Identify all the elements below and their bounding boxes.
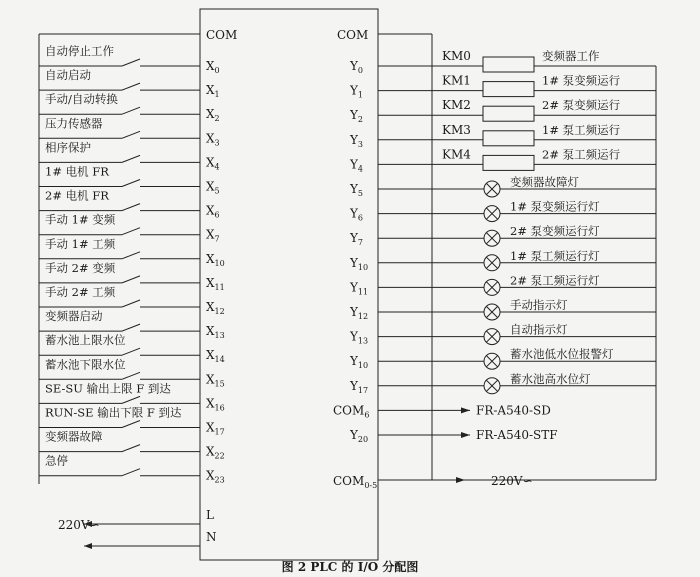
- input-pin-label: [206, 469, 225, 485]
- output-pin-label: [333, 403, 369, 419]
- switch-contact: [122, 372, 140, 379]
- contactor-coil: [483, 82, 534, 97]
- output-pin-label: [349, 231, 363, 247]
- input-pin-letter: X: [206, 83, 215, 98]
- output-common-section: [333, 474, 656, 490]
- output-pin-index: 6: [357, 213, 364, 223]
- output-pin-index: 5: [357, 189, 364, 198]
- input-pin-label: [206, 107, 220, 123]
- output-label: 2# 泵工频运行灯: [510, 273, 600, 288]
- input-label: SE-SU 输出上限 F 到达: [45, 381, 171, 396]
- input-pin-letter: X: [206, 203, 215, 218]
- input-label: 手动/自动转换: [45, 92, 118, 107]
- power-supply-label: 220V∽: [58, 518, 100, 532]
- output-pin-label: [349, 379, 368, 395]
- output-row: [349, 372, 656, 395]
- output-pin-label: [349, 256, 368, 272]
- output-label: 1# 泵工频运行: [542, 122, 621, 137]
- output-label: FR-A540-SD: [476, 403, 551, 418]
- input-pin-label: [206, 421, 225, 437]
- output-pin-letter: Y: [350, 255, 358, 270]
- input-pin-index: 15: [214, 379, 225, 389]
- input-label: 手动 1# 变频: [45, 212, 116, 227]
- output-pin-index: 17: [357, 385, 369, 395]
- output-pin-letter: Y: [350, 428, 358, 442]
- output-row: [349, 74, 656, 100]
- input-pin-index: 23: [214, 475, 225, 485]
- output-pin-label: [349, 280, 368, 296]
- right-com-label: COM: [337, 28, 369, 42]
- input-pin-letter: X: [206, 59, 215, 73]
- output-pin-index: 7: [357, 238, 364, 248]
- output-pin-letter: Y: [350, 83, 358, 98]
- output-label: 手动指示灯: [510, 298, 568, 312]
- input-row: [39, 451, 225, 485]
- output-row: [349, 428, 558, 444]
- output-row: [349, 249, 656, 272]
- input-label: 变频器启动: [45, 309, 103, 324]
- input-pin-index: 22: [214, 451, 225, 461]
- switch-contact: [122, 469, 140, 476]
- left-com-label: COM: [206, 28, 238, 42]
- output-pin-index: 10: [357, 262, 369, 272]
- output-label: 1# 泵工频运行灯: [510, 248, 600, 263]
- input-pin-index: 1: [214, 90, 220, 100]
- switch-contact: [122, 59, 140, 66]
- input-label: 变频器故障: [45, 429, 103, 444]
- input-pin-label: [206, 59, 220, 75]
- output-row: [349, 49, 656, 75]
- input-pin-index: 16: [214, 403, 225, 413]
- input-pin-label: [206, 372, 225, 388]
- output-label: 蓄水池低水位报警灯: [510, 347, 614, 362]
- output-pin-letter: Y: [350, 182, 358, 196]
- input-pin-index: 5: [214, 186, 220, 196]
- contactor-coil: [483, 57, 534, 72]
- input-label: 手动 2# 工频: [45, 285, 116, 299]
- output-pin-label: [349, 133, 363, 149]
- input-pin-label: [206, 204, 220, 220]
- contactor-tag: KM1: [442, 73, 471, 88]
- switch-contact: [122, 300, 140, 307]
- input-pin-letter: X: [206, 300, 215, 314]
- output-pin-label: [349, 330, 368, 346]
- switch-contact: [122, 421, 140, 428]
- input-pin-index: 11: [214, 282, 225, 292]
- input-pin-letter: X: [206, 372, 215, 387]
- output-label: 2# 泵工频运行: [542, 147, 621, 162]
- input-pin-index: 4: [214, 162, 220, 172]
- input-label: 自动停止工作: [45, 44, 114, 58]
- contactor-coil: [483, 155, 534, 170]
- switch-contact: [122, 83, 140, 90]
- contactor-tag: KM4: [442, 147, 471, 162]
- input-label: 蓄水池上限水位: [45, 333, 126, 348]
- input-pin-label: [206, 228, 220, 244]
- switch-contact: [122, 396, 140, 403]
- power-pin-l: L: [206, 508, 214, 522]
- input-pin-index: 12: [214, 307, 225, 316]
- switch-contact: [122, 445, 140, 452]
- output-pin-letter: Y: [350, 59, 358, 73]
- input-pin-letter: X: [206, 179, 215, 194]
- output-row: [349, 298, 656, 321]
- power-section: [58, 508, 217, 549]
- input-pin-label: [206, 83, 220, 99]
- output-row: [333, 403, 551, 419]
- input-pin-label: [206, 396, 225, 412]
- output-pin-index: 20: [357, 435, 369, 444]
- input-pin-index: 2: [214, 114, 220, 124]
- output-pin-letter: COM: [333, 403, 365, 418]
- power-arrow-n: [84, 543, 92, 549]
- output-pin-letter: Y: [350, 354, 358, 369]
- output-supply-label: 220V∽: [491, 474, 533, 488]
- input-label: 蓄水池下限水位: [45, 357, 126, 372]
- input-pin-label: [206, 131, 220, 147]
- output-label: 2# 泵变频运行灯: [510, 224, 600, 239]
- output-pin-letter: Y: [350, 132, 358, 147]
- input-pin-letter: X: [206, 155, 215, 170]
- output-pin-label: [349, 428, 368, 444]
- output-row: [349, 123, 656, 149]
- output-label: 1# 泵变频运行灯: [510, 199, 600, 214]
- input-pin-index: 7: [214, 234, 220, 244]
- output-pin-letter: Y: [350, 305, 358, 319]
- input-pin-label: [206, 252, 225, 268]
- input-pin-letter: X: [206, 420, 215, 435]
- output-label: 变频器工作: [542, 49, 600, 63]
- output-pin-index: 13: [357, 336, 369, 346]
- input-pin-index: 0: [214, 66, 220, 75]
- output-pin-index: 2: [357, 115, 364, 125]
- contactor-tag: KM3: [442, 122, 471, 137]
- output-pin-index: 11: [357, 287, 369, 297]
- input-pin-letter: X: [206, 468, 215, 483]
- input-pin-letter: X: [206, 251, 215, 266]
- input-pin-label: [206, 324, 225, 340]
- output-row: [349, 347, 656, 370]
- output-pin-index: 10: [357, 361, 369, 371]
- output-row: [349, 224, 656, 247]
- input-pin-letter: X: [206, 107, 215, 122]
- output-row: [349, 98, 656, 124]
- com05-label: $COM_{0-5}$: [333, 474, 378, 490]
- output-pin-label: [349, 59, 363, 75]
- contactor-coil: [483, 106, 534, 121]
- output-pin-letter: Y: [350, 231, 358, 246]
- output-pin-index: 12: [357, 312, 369, 321]
- input-pin-letter: X: [206, 444, 215, 459]
- input-pin-index: 3: [214, 138, 220, 148]
- input-pin-index: 13: [214, 331, 225, 341]
- output-pin-letter: Y: [350, 329, 358, 344]
- output-pin-label: [349, 157, 363, 173]
- power-pin-n: N: [206, 530, 217, 544]
- output-label: 自动指示灯: [510, 322, 568, 337]
- output-pin-index: 3: [357, 139, 364, 149]
- input-pin-letter: X: [206, 227, 215, 242]
- switch-contact: [122, 180, 140, 187]
- output-pin-label: [349, 207, 363, 223]
- input-label: RUN-SE 输出下限 F 到达: [45, 405, 182, 420]
- switch-contact: [122, 324, 140, 331]
- inputs-group: [39, 44, 225, 485]
- switch-contact: [122, 204, 140, 211]
- input-pin-label: [206, 348, 225, 364]
- contactor-tag: KM2: [442, 98, 471, 113]
- output-pin-label: [349, 108, 363, 124]
- output-pin-letter: Y: [350, 378, 358, 393]
- output-row: [349, 323, 656, 346]
- input-label: 相序保护: [45, 140, 91, 155]
- input-label: 1# 电机 FR: [45, 164, 109, 179]
- switch-contact: [122, 107, 140, 114]
- output-pin-label: [349, 354, 368, 370]
- output-pin-label: [349, 84, 363, 100]
- output-pin-label: [349, 182, 363, 198]
- switch-contact: [122, 276, 140, 283]
- switch-contact: [122, 131, 140, 138]
- input-pin-label: [206, 300, 225, 316]
- outputs-group: [333, 49, 656, 444]
- input-pin-letter: X: [206, 348, 215, 363]
- contactor-tag: KM0: [442, 49, 471, 63]
- output-pin-letter: Y: [350, 108, 358, 123]
- input-pin-label: [206, 276, 225, 292]
- input-label: 手动 1# 工频: [45, 236, 116, 251]
- input-pin-label: [206, 155, 220, 171]
- arrow-icon: [461, 407, 470, 413]
- output-pin-letter: Y: [350, 206, 358, 221]
- input-pin-letter: X: [206, 131, 215, 146]
- input-pin-letter: X: [206, 396, 215, 411]
- output-pin-index: 6: [364, 410, 370, 420]
- input-label: 自动启动: [45, 68, 91, 83]
- output-label: 蓄水池高水位灯: [510, 371, 591, 386]
- input-pin-label: [206, 445, 225, 461]
- output-label: 变频器故障灯: [510, 175, 579, 189]
- diagram-caption: 图 2 PLC 的 I/O 分配图: [281, 560, 419, 574]
- output-pin-letter: Y: [350, 157, 358, 172]
- input-pin-index: 17: [214, 427, 225, 437]
- switch-contact: [122, 252, 140, 259]
- switch-contact: [122, 348, 140, 355]
- input-pin-label: [206, 180, 220, 196]
- output-pin-index: 0: [357, 66, 364, 75]
- input-label: 急停: [45, 453, 68, 468]
- input-label: 手动 2# 变频: [45, 260, 116, 275]
- contactor-coil: [483, 131, 534, 146]
- output-row: [349, 147, 656, 173]
- input-pin-index: 10: [214, 258, 225, 268]
- output-pin-letter: Y: [350, 280, 358, 295]
- output-label: 2# 泵变频运行: [542, 98, 621, 113]
- output-label: FR-A540-STF: [476, 428, 558, 442]
- input-pin-index: 14: [214, 355, 225, 365]
- output-pin-index: 4: [357, 164, 364, 174]
- output-row: [349, 200, 656, 223]
- arrow-icon: [461, 432, 470, 438]
- com05-arrow: [456, 477, 465, 483]
- input-label: 2# 电机 FR: [45, 188, 109, 203]
- switch-contact: [122, 155, 140, 162]
- input-label: 压力传感器: [45, 116, 103, 131]
- input-pin-letter: X: [206, 324, 215, 339]
- input-pin-index: 6: [214, 210, 220, 220]
- output-row: [349, 273, 656, 296]
- switch-contact: [122, 228, 140, 235]
- output-pin-index: 1: [357, 90, 364, 100]
- input-pin-letter: X: [206, 275, 215, 290]
- output-label: 1# 泵变频运行: [542, 73, 621, 88]
- output-pin-label: [349, 305, 368, 321]
- output-row: [349, 175, 656, 198]
